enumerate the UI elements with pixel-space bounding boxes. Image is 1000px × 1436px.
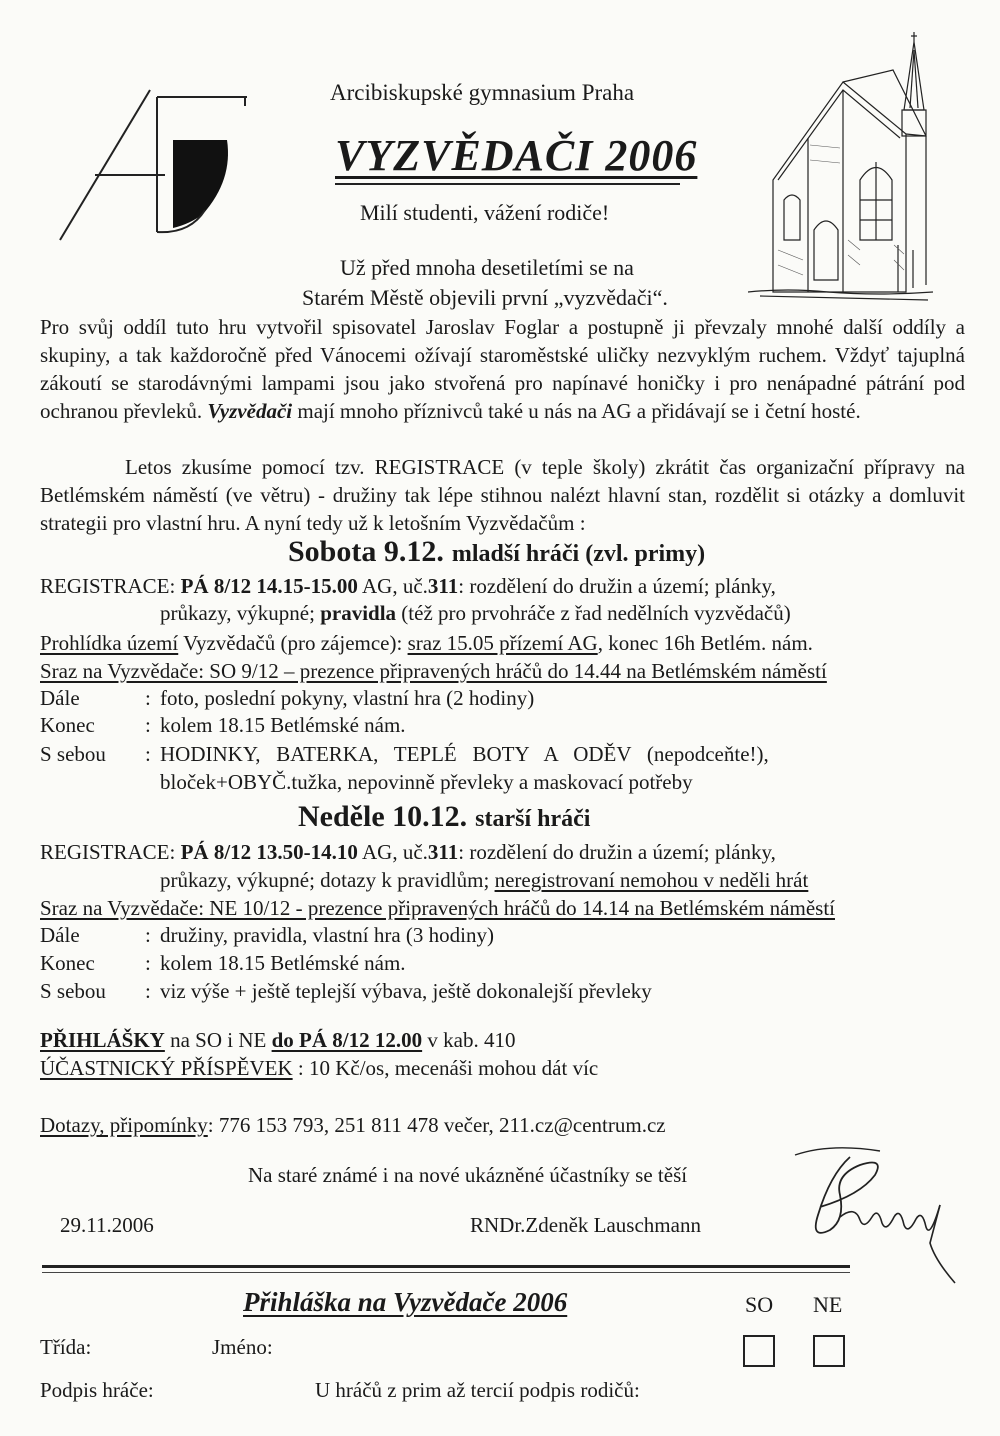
- fee-value: : 10 Kč/os, mecenáši mohou dát víc: [292, 1056, 599, 1080]
- signup-line: [40, 1028, 515, 1053]
- ag-logo: [55, 82, 255, 247]
- saturday-registration: [40, 574, 776, 599]
- tour-label: Prohlídka území: [40, 631, 179, 655]
- signup-deadline: do PÁ 8/12 12.00: [271, 1028, 423, 1052]
- tour-mid: Vyzvědačů (pro zájemce):: [178, 631, 408, 655]
- signup-label: PŘIHLÁŠKY: [40, 1028, 165, 1052]
- row-label: S sebou: [40, 979, 106, 1003]
- player-signature-label: Podpis hráče:: [40, 1378, 154, 1402]
- sunday-heading: [298, 800, 590, 834]
- document-date: 29.11.2006: [60, 1213, 154, 1237]
- intro-p2-text: Letos zkusíme pomocí tzv. REGISTRACE (v teple školy) zkrátit čas organizační přípravy na Betlémském náměstí (ve větru) - družiny tak lépe stihnou nalézt hlavní stan, rozdělit si otázky a domluvit strategii pro vlastní hru. A nyní tedy už k letošním Vyzvědačům :: [40, 455, 965, 535]
- intro-p1-emphasis: Vyzvědači: [207, 399, 293, 423]
- reg-details: : rozdělení do družin a území; plánky,: [458, 574, 776, 598]
- row-label: Dále: [40, 923, 80, 947]
- reg-time: PÁ 8/12 13.50-14.10: [180, 840, 358, 864]
- row-value: družiny, pravidla, vlastní hra (3 hodiny): [160, 923, 494, 947]
- reg-label: REGISTRACE:: [40, 840, 176, 864]
- row-value: HODINKY, BATERKA, TEPLÉ BOTY A ODĚV (nepodceňte!),: [160, 742, 769, 766]
- saturday-meeting: Sraz na Vyzvědače: SO 9/12 – prezence připravených hráčů do 14.44 na Betlémském náměstí: [40, 659, 827, 683]
- fee-label: ÚČASTNICKÝ PŘÍSPĚVEK: [40, 1056, 293, 1080]
- closing-text: Na staré známé i na nové ukázněné účastníky se těší: [248, 1163, 688, 1187]
- contact-value: : 776 153 793, 251 811 478 večer, 211.cz@centrum.cz: [207, 1113, 666, 1137]
- row-colon: :: [145, 923, 151, 947]
- bring-line-2: bloček+OBYČ.tužka, nepovinně převleky a maskovací potřeby: [160, 770, 693, 794]
- row-label: Konec: [40, 951, 95, 975]
- parent-signature-label: U hráčů z prim až tercií podpis rodičů:: [315, 1378, 640, 1402]
- tour-end: , konec 16h Betlém. nám.: [597, 631, 813, 655]
- saturday-checkbox[interactable]: [743, 1335, 775, 1367]
- row-label: Konec: [40, 713, 95, 737]
- sunday-registration-line2: [160, 868, 808, 893]
- row-colon: :: [145, 713, 151, 737]
- sunday-date: Neděle 10.12.: [298, 800, 468, 833]
- intro-p1-text-end: mají mnoho příznivců také u nás na AG a přidávají se i četní hosté.: [292, 399, 861, 423]
- reg-details: : rozdělení do družin a území; plánky,: [458, 840, 776, 864]
- reg-line2-text: průkazy, výkupné;: [160, 601, 321, 625]
- signup-days: na SO i NE: [164, 1028, 272, 1052]
- row-value: kolem 18.15 Betlémské nám.: [160, 951, 406, 975]
- form-col-saturday: SO: [745, 1292, 774, 1317]
- reg-room: 311: [427, 840, 459, 864]
- saturday-heading: [288, 535, 705, 569]
- row-label: Dále: [40, 686, 80, 710]
- intro-line-2: Starém Městě objevili první „vyzvědači“.: [302, 285, 668, 310]
- name-label: Jméno:: [212, 1335, 273, 1359]
- row-value: foto, poslední pokyny, vlastní hra (2 hodiny): [160, 686, 535, 710]
- intro-line-1: Už před mnoha desetiletími se na: [340, 255, 634, 280]
- intro-p1-text: Pro svůj oddíl tuto hru vytvořil spisovatel Jaroslav Foglar a postupně ji převzaly mnohé další oddíly a skupiny, a tak každoročně před Vánocemi ožívají staroměstské uličky nezvyklým ruchem. Vždyť tajuplná zákoutí se starodávnými lampami jsou jako stvořená pro napínavé honičky i pro nenápadné pátrání pod ochranou převleků.: [40, 315, 965, 423]
- intro-paragraph-2: [40, 453, 965, 537]
- reg-label: REGISTRACE:: [40, 574, 176, 598]
- class-label: Třída:: [40, 1335, 92, 1359]
- tour-meet: sraz 15.05 přízemí AG: [407, 631, 598, 655]
- title-underline: [335, 183, 680, 185]
- saturday-date: Sobota 9.12.: [288, 535, 444, 568]
- contact-label: Dotazy, připomínky: [40, 1113, 208, 1137]
- reg-place: AG, uč.: [357, 840, 428, 864]
- form-title: Přihláška na Vyzvědače 2006: [243, 1287, 568, 1317]
- sunday-meeting: Sraz na Vyzvědače: NE 10/12 - prezence připravených hráčů do 14.14 na Betlémském náměstí: [40, 896, 835, 920]
- reg-line2-warning: neregistrovaní nemohou v neděli hrát: [494, 868, 809, 892]
- saturday-tour: [40, 631, 813, 656]
- sunday-registration: [40, 840, 776, 865]
- row-colon: :: [145, 979, 151, 1003]
- intro-paragraph-1: [40, 313, 965, 425]
- row-value: viz výše + ještě teplejší výbava, ještě dokonalejší převleky: [160, 979, 652, 1003]
- greeting: Milí studenti, vážení rodiče!: [360, 200, 610, 225]
- cut-line: [42, 1265, 850, 1268]
- sunday-checkbox[interactable]: [813, 1335, 845, 1367]
- row-colon: :: [145, 742, 151, 766]
- reg-time: PÁ 8/12 14.15-15.00: [180, 574, 358, 598]
- row-value: kolem 18.15 Betlémské nám.: [160, 713, 406, 737]
- page-title: VYZVĚDAČI 2006: [335, 131, 698, 180]
- saturday-audience: mladší hráči (zvl. primy): [451, 541, 706, 567]
- sunday-audience: starší hráči: [475, 806, 591, 832]
- signature-name: RNDr.Zdeněk Lauschmann: [470, 1213, 701, 1237]
- reg-line2-text: průkazy, výkupné; dotazy k pravidlům;: [160, 868, 495, 892]
- cut-line-thin: [42, 1272, 850, 1273]
- handwritten-signature: [790, 1135, 965, 1285]
- reg-room: 311: [427, 574, 459, 598]
- signup-office: v kab. 410: [422, 1028, 516, 1052]
- fee-line: [40, 1056, 598, 1081]
- row-label: S sebou: [40, 742, 106, 766]
- contact-line: [40, 1113, 666, 1138]
- reg-line2-end: (též pro prvohráče z řad nedělních vyzvědačů): [396, 601, 791, 625]
- reg-line2-bold: pravidla: [320, 601, 397, 625]
- row-colon: :: [145, 951, 151, 975]
- school-name: Arcibiskupské gymnasium Praha: [330, 80, 635, 105]
- reg-place: AG, uč.: [357, 574, 428, 598]
- form-col-sunday: NE: [813, 1292, 843, 1317]
- church-illustration: [748, 30, 933, 305]
- row-colon: :: [145, 686, 151, 710]
- saturday-registration-line2: [160, 601, 791, 626]
